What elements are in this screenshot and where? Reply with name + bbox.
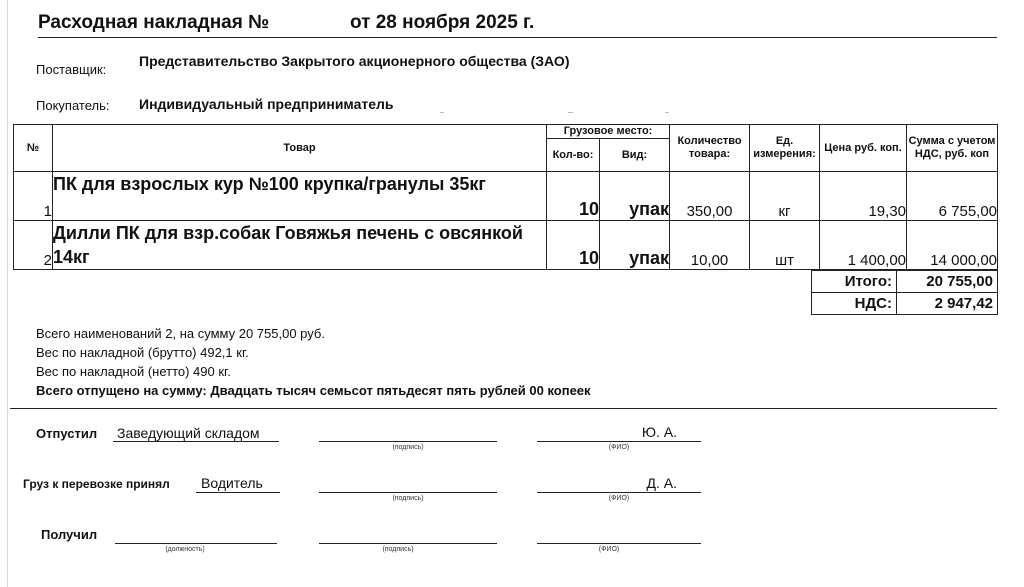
released-position-line [113,441,279,442]
header-cargo-kind: Вид: [600,139,670,172]
row-cargo-kind: упак [600,221,670,270]
carrier-signature-line [319,492,497,493]
header-sum: Сумма с учетом НДС, руб. коп [907,125,998,172]
total-value: 20 755,00 [897,271,998,293]
summary-net-weight: Вес по накладной (нетто) 490 кг. [36,364,231,379]
document-title [38,12,535,34]
supplier-value: Представительство Закрытого акционерного общества (ЗАО) [139,53,570,69]
row-qty: 350,00 [670,172,750,221]
summary-items-count: Всего наименований 2, на сумму 20 755,00 руб. [36,326,325,341]
table-row [14,172,998,221]
row-price: 19,30 [820,172,907,221]
received-name-line [537,543,701,544]
buyer-value: Индивидуальный предприниматель [139,96,394,112]
released-name-caption: (ФИО) [608,444,630,451]
table-header-row [14,125,998,139]
received-signature-line [319,543,497,544]
vat-row [812,293,998,315]
row-unit: шт [750,221,820,270]
buyer-label: Покупатель: [36,98,110,113]
totals-table [811,270,998,315]
received-label: Получил [41,527,98,542]
header-qty: Количество товара: [670,125,750,172]
table-row [14,221,998,270]
released-label: Отпустил [36,426,98,441]
carrier-label: Груз к перевозке принял [23,477,170,491]
total-label: Итого: [812,271,897,293]
row-sum: 14 000,00 [907,221,998,270]
header-price: Цена руб. коп. [820,125,907,172]
document-date: от 28 ноября 2025 г. [350,12,535,33]
buyer-redaction-mark [568,112,573,113]
row-goods: Дилли ПК для взр.собак Говяжья печень с овсянкой 14кг [53,221,547,270]
goods-table [13,124,998,270]
summary-amount-in-words: Всего отпущено на сумму: Двадцать тысяч семьсот пятьдесят пять рублей 00 копеек [36,383,591,398]
row-price: 1 400,00 [820,221,907,270]
row-goods: ПК для взрослых кур №100 крупка/гранулы 35кг [53,172,547,221]
released-signature-caption: (подпись) [392,444,424,451]
received-name-caption: (ФИО) [598,546,620,553]
page-margin-line [7,0,8,587]
carrier-name-caption: (ФИО) [608,495,630,502]
carrier-name-line [537,492,701,493]
buyer-redaction-mark [665,112,669,113]
carrier-name: Д. А. [646,475,677,491]
summary-gross-weight: Вес по накладной (брутто) 492,1 кг. [36,345,249,360]
row-cargo-qty: 10 [547,172,600,221]
summary-divider [10,408,997,409]
row-num: 2 [14,221,53,270]
vat-value: 2 947,42 [897,293,998,315]
vat-label: НДС: [812,293,897,315]
released-signature-line [319,441,497,442]
received-position-caption: (должность) [165,546,205,553]
row-cargo-kind: упак [600,172,670,221]
row-sum: 6 755,00 [907,172,998,221]
carrier-position: Водитель [201,475,263,491]
header-num: № [14,125,53,172]
row-num: 1 [14,172,53,221]
row-cargo-qty: 10 [547,221,600,270]
row-unit: кг [750,172,820,221]
released-position: Заведующий складом [117,425,260,441]
total-row [812,271,998,293]
header-cargo: Грузовое место: [547,125,670,139]
header-unit: Ед. измерения: [750,125,820,172]
title-text: Расходная накладная № [38,12,270,33]
supplier-label: Поставщик: [36,62,107,77]
received-signature-caption: (подпись) [382,546,414,553]
released-name-line [537,441,701,442]
buyer-redaction-mark [440,112,444,113]
header-goods: Товар [53,125,547,172]
header-cargo-qty: Кол-во: [547,139,600,172]
summary-block [36,324,591,400]
row-qty: 10,00 [670,221,750,270]
carrier-position-line [196,492,280,493]
received-position-line [115,543,277,544]
title-divider [38,37,997,38]
carrier-signature-caption: (подпись) [392,495,424,502]
released-name: Ю. А. [641,424,677,440]
